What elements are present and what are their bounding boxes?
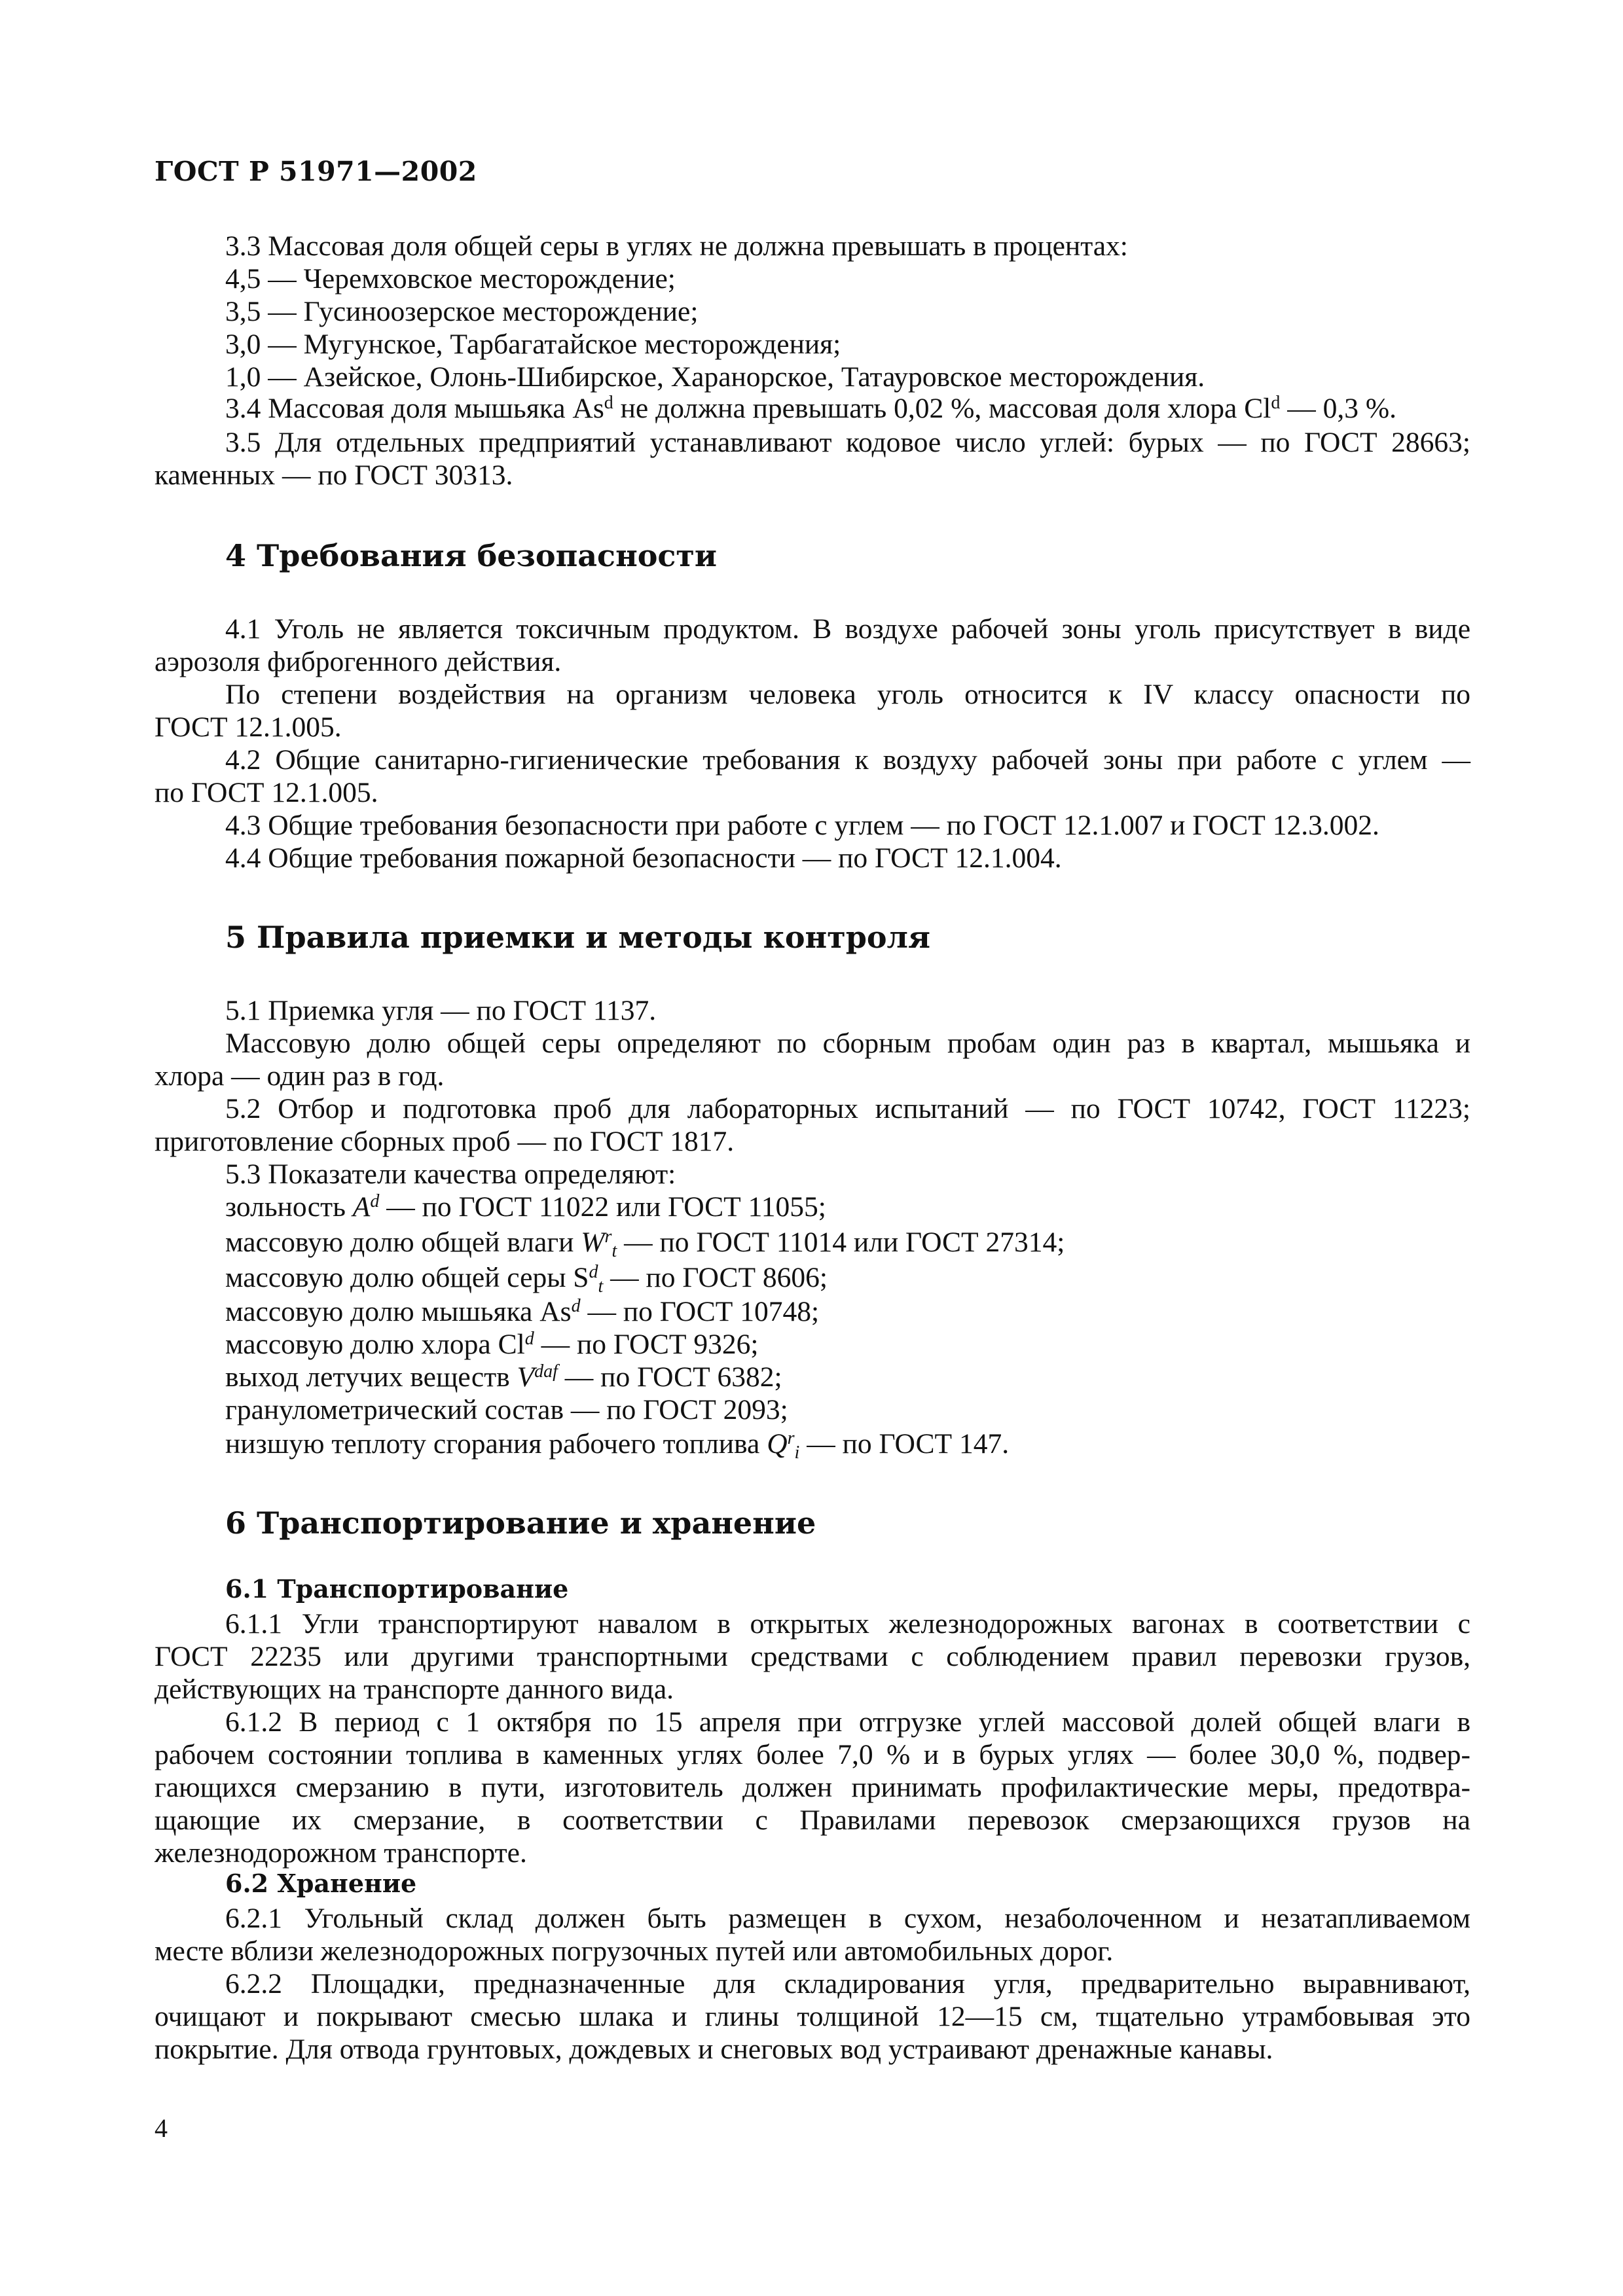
clause-5-2: 5.2 Отбор и подготовка проб для лабораторных испытаний — по ГОСТ 10742, ГОСТ 11223; bbox=[225, 1093, 1470, 1124]
clause-6-2-2: 6.2.2 Площадки, предназначенные для складирования угля, предварительно выравнивают, bbox=[225, 1968, 1470, 2000]
clause-4-1-cont: аэрозоля фиброгенного действия. bbox=[155, 646, 562, 677]
clause-3-5-cont: каменных — по ГОСТ 30313. bbox=[155, 459, 513, 491]
paragraph-cont: хлора — один раз в год. bbox=[155, 1060, 445, 1092]
clause-4-4: 4.4 Общие требования пожарной безопасности — по ГОСТ 12.1.004. bbox=[225, 842, 1062, 874]
paragraph-cont: ГОСТ 12.1.005. bbox=[155, 711, 342, 743]
clause-4-3: 4.3 Общие требования безопасности при работе с углем — по ГОСТ 12.1.007 и ГОСТ 12.3.002. bbox=[225, 810, 1379, 841]
clause-6-2-2-cont: покрытие. Для отвода грунтовых, дождевых и снеговых вод устраивают дренажные канавы. bbox=[155, 2034, 1273, 2065]
clause-3-5: 3.5 Для отдельных предприятий устанавливают кодовое число углей: бурых — по ГОСТ 28663; bbox=[225, 427, 1470, 458]
list-item: выход летучих веществ $V^{daf}$ — по ГОСТ 6382; bbox=[225, 1361, 782, 1393]
clause-6-1-1-cont: действующих на транспорте данного вида. bbox=[155, 1674, 674, 1705]
page-number: 4 bbox=[155, 2113, 168, 2143]
clause-6-2-1-cont: месте вблизи железнодорожных погрузочных путей или автомобильных дорог. bbox=[155, 1935, 1114, 1967]
section-5-title: 5 Правила приемки и методы контроля bbox=[225, 920, 930, 955]
clause-4-1: 4.1 Уголь не является токсичным продуктом. В воздухе рабочей зоны уголь присутствует в виде bbox=[225, 613, 1470, 645]
subsection-6-1-title: 6.1 Транспортирование bbox=[225, 1574, 569, 1604]
clause-6-2-2-cont: очищают и покрывают смесью шлака и глины толщиной 12—15 см, тщательно утрамбовывая это bbox=[155, 2001, 1470, 2032]
paragraph: По степени воздействия на организм человека уголь относится к IV классу опасности по bbox=[225, 679, 1470, 710]
list-item: гранулометрический состав — по ГОСТ 2093; bbox=[225, 1394, 788, 1426]
subsection-6-2-title: 6.2 Хранение bbox=[225, 1869, 417, 1898]
paragraph: Массовую долю общей серы определяют по сборным пробам один раз в квартал, мышьяка и bbox=[225, 1028, 1470, 1059]
list-item: зольность $A^d$ — по ГОСТ 11022 или ГОСТ 11055; bbox=[225, 1191, 826, 1223]
list-item: низшую теплоту сгорания рабочего топлива $Q^r_i$ — по ГОСТ 147. bbox=[225, 1428, 1010, 1463]
clause-6-1-2-cont: рабочем состоянии топлива в каменных углях более 7,0 % и в бурых углях — более 30,0 %, подвер- bbox=[155, 1739, 1470, 1770]
clause-4-2-cont: по ГОСТ 12.1.005. bbox=[155, 777, 378, 808]
list-item: 3,5 — Гусиноозерское месторождение; bbox=[225, 296, 699, 327]
clause-6-1-2-cont: железнодорожном транспорте. bbox=[155, 1837, 527, 1869]
clause-6-2-1: 6.2.1 Угольный склад должен быть размещен в сухом, незаболоченном и незатапливаемом bbox=[225, 1903, 1470, 1934]
document-header: ГОСТ Р 51971—2002 bbox=[155, 156, 477, 187]
section-6-title: 6 Транспортирование и хранение bbox=[225, 1505, 816, 1541]
clause-3-3: 3.3 Массовая доля общей серы в углях не должна превышать в процентах: bbox=[225, 230, 1128, 262]
clause-6-1-1-cont: ГОСТ 22235 или другими транспортными средствами с соблюдением правил перевозки грузов, bbox=[155, 1641, 1470, 1672]
clause-5-1: 5.1 Приемка угля — по ГОСТ 1137. bbox=[225, 995, 657, 1026]
clause-5-2-cont: приготовление сборных проб — по ГОСТ 1817. bbox=[155, 1126, 735, 1157]
list-item: массовую долю мышьяка As$^d$ — по ГОСТ 10748; bbox=[225, 1296, 820, 1327]
list-item: массовую долю общей серы $S^d_t$ — по ГОСТ 8606; bbox=[225, 1262, 828, 1297]
clause-5-3: 5.3 Показатели качества определяют: bbox=[225, 1158, 676, 1190]
list-item: массовую долю общей влаги $W^r_t$ — по ГОСТ 11014 или ГОСТ 27314; bbox=[225, 1227, 1065, 1261]
clause-6-1-2-cont: гающихся смерзанию в пути, изготовитель должен принимать профилактические меры, предотвра- bbox=[155, 1772, 1470, 1803]
list-item: 1,0 — Азейское, Олонь-Шибирское, Харанорское, Татауровское месторождения. bbox=[225, 361, 1205, 393]
section-4-title: 4 Требования безопасности bbox=[225, 538, 718, 573]
clause-6-1-2-cont: щающие их смерзание, в соответствии с Правилами перевозок смерзающихся грузов на bbox=[155, 1804, 1470, 1836]
list-item: 4,5 — Черемховское месторождение; bbox=[225, 263, 676, 295]
list-item: массовую долю хлора Cl$^d$ — по ГОСТ 9326; bbox=[225, 1329, 759, 1360]
list-item: 3,0 — Мугунское, Тарбагатайское месторождения; bbox=[225, 329, 841, 360]
clause-3-4: 3.4 Массовая доля мышьяка As$^d$ не должна превышать 0,02 %, массовая доля хлора Cl$^d$ — 0,3 %. bbox=[225, 393, 1396, 424]
clause-6-1-2: 6.1.2 В период с 1 октября по 15 апреля при отгрузке углей массовой долей общей влаги в bbox=[225, 1706, 1470, 1738]
clause-4-2: 4.2 Общие санитарно-гигиенические требования к воздуху рабочей зоны при работе с углем — bbox=[225, 744, 1470, 776]
clause-6-1-1: 6.1.1 Угли транспортируют навалом в открытых железнодорожных вагонах в соответствии с bbox=[225, 1608, 1470, 1640]
